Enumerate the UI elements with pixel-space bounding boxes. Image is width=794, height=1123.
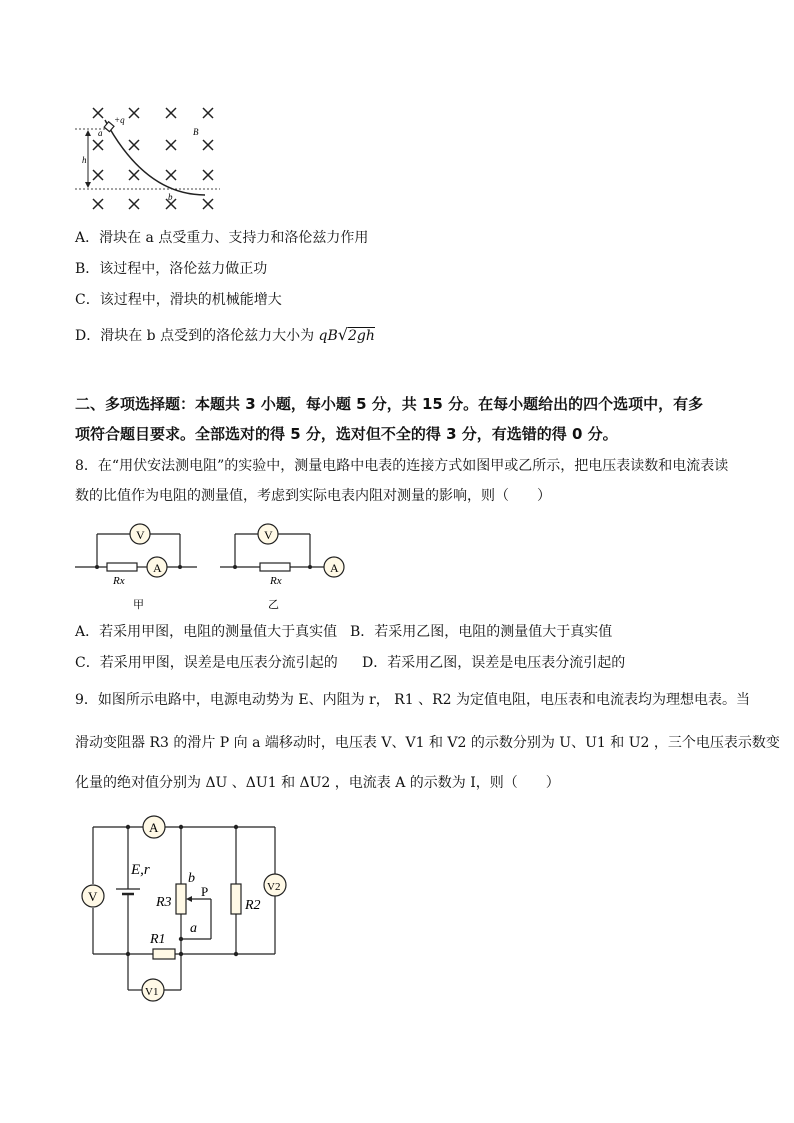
voltmeter-V-label: V bbox=[88, 889, 98, 904]
resistor-label: Rx bbox=[113, 575, 125, 587]
r1-resistor bbox=[153, 949, 175, 959]
r2-resistor bbox=[231, 884, 241, 914]
q9-stem-line3: 化量的绝对值分别为 ΔU 、ΔU1 和 ΔU2 ，电流表 A 的示数为 I，则（ ） bbox=[75, 775, 560, 791]
q8-stem-line1: 8．在“用伏安法测电阻”的实验中，测量电路中电表的连接方式如图甲或乙所示，把电压表读数和电流表读 bbox=[75, 458, 729, 474]
q8-option-b: B．若采用乙图，电阻的测量值大于真实值 bbox=[350, 624, 613, 640]
voltmeter-V2-label: V2 bbox=[267, 881, 281, 893]
end-b-label: b bbox=[188, 871, 195, 886]
sqrt-sign: √ bbox=[337, 325, 348, 344]
ammeter-A-label: A bbox=[149, 820, 159, 835]
q8-stem-line2: 数的比值作为电阻的测量值，考虑到实际电表内阻对测量的影响，则（ ） bbox=[75, 488, 551, 504]
q8-option-a: A．若采用甲图，电阻的测量值大于真实值 bbox=[75, 624, 338, 640]
ammeter-label: A bbox=[330, 561, 339, 575]
R1-label: R1 bbox=[150, 932, 166, 947]
q8-circuit-yi bbox=[220, 520, 350, 615]
R3-label: R3 bbox=[156, 895, 172, 910]
charge-label: +q bbox=[114, 115, 125, 125]
section2-heading-line1: 二、多项选择题：本题共 3 小题，每小题 5 分，共 15 分。在每小题给出的四个选项中，有多 bbox=[75, 395, 704, 413]
R2-label: R2 bbox=[245, 898, 261, 913]
q8-option-d: D．若采用乙图，误差是电压表分流引起的 bbox=[362, 655, 626, 671]
q7-option-d-formula: qB bbox=[318, 328, 338, 344]
figure-yi-label: 乙 bbox=[268, 599, 279, 611]
point-b-label: b bbox=[168, 192, 173, 202]
q7-option-d-radicand: 2gh bbox=[348, 328, 375, 344]
height-h-label: h bbox=[82, 155, 87, 165]
resistor-label: Rx bbox=[270, 575, 282, 587]
ammeter-label: A bbox=[153, 561, 162, 575]
figure-jia-label: 甲 bbox=[133, 599, 144, 611]
section2-heading-line2: 项符合题目要求。全部选对的得 5 分，选对但不全的得 3 分，有选错的得 0 分。 bbox=[75, 425, 618, 443]
voltmeter-label: V bbox=[136, 528, 145, 542]
q8-circuit-jia bbox=[75, 520, 205, 615]
q9-stem-line2: 滑动变阻器 R3 的滑片 P 向 a 端移动时，电压表 V、V1 和 V2 的示数分别为 U、U1 和 U2 ，三个电压表示数变 bbox=[75, 735, 780, 751]
r3-resistor bbox=[176, 884, 186, 914]
field-B-label: B bbox=[193, 127, 199, 137]
end-a-label: a bbox=[190, 921, 197, 936]
q7-option-d-text: D．滑块在 b 点受到的洛伦兹力大小为 bbox=[75, 328, 319, 344]
voltmeter-V1-label: V1 bbox=[145, 986, 159, 998]
slider-P-label: P bbox=[201, 884, 209, 899]
q7-option-a: A．滑块在 a 点受重力、支持力和洛伦兹力作用 bbox=[75, 230, 369, 246]
point-a-label: a bbox=[98, 128, 103, 138]
q7-option-d bbox=[75, 325, 375, 346]
q9-stem-line1: 9．如图所示电路中，电源电动势为 E、内阻为 r， R1 、R2 为定值电阻，电压表和电流表均为理想电表。当 bbox=[75, 692, 750, 708]
q8-option-c: C．若采用甲图，误差是电压表分流引起的 bbox=[75, 655, 338, 671]
q9-circuit bbox=[78, 812, 298, 1007]
q7-option-b: B．该过程中，洛伦兹力做正功 bbox=[75, 261, 268, 277]
source-Er-label: E,r bbox=[131, 862, 150, 878]
q7-option-c: C．该过程中，滑块的机械能增大 bbox=[75, 292, 282, 308]
voltmeter-label: V bbox=[264, 528, 273, 542]
q7-magnetic-field-figure bbox=[70, 100, 230, 220]
